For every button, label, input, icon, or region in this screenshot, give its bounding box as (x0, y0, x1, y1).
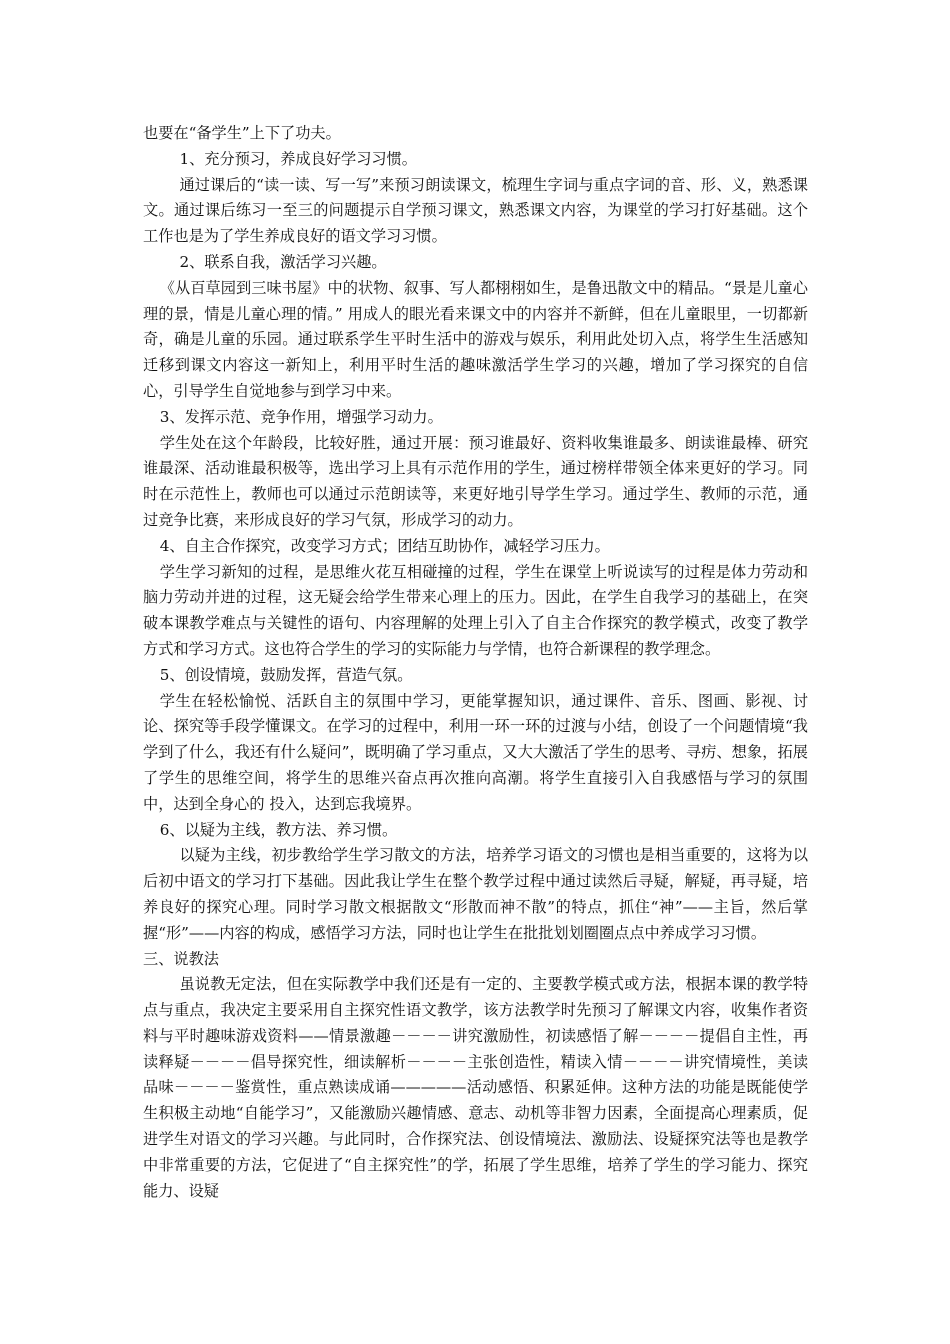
paragraph-doubt: 以疑为主线，初步教给学生学习散文的方法，培养学习语文的习惯也是相当重要的，这将为以后初中语文的学习打下基础。因此我让学生在整个教学过程中通过读然后寻疑，解疑，再寻疑，培养良好的探究心理。同时学习散文根据散文“形散而神不散”的特点，抓住“神”——主旨，然后掌握“形”——内容的构成，感悟学习方法，同时也让学生在批批划划圈圈点点中养成学习习惯。 (143, 846, 808, 942)
heading-item-6: 6、以疑为主线，教方法、养习惯。 (159, 820, 398, 839)
paragraph-demonstration: 学生处在这个年龄段，比较好胜，通过开展：预习谁最好、资料收集谁最多、朗读谁最棒、研究谁最深、活动谁最积极等，选出学习上具有示范作用的学生，通过榜样带领全体来更好的学习。同时在示范性上，教师也可以通过示范朗读等，来更好地引导学生学习。通过学生、教师的示范，通过竞争比赛，来形成良好的学习气氛，形成学习的动力。 (143, 433, 808, 529)
heading-item-3: 3、发挥示范、竞争作用，增强学习动力。 (159, 407, 443, 426)
document-page (143, 121, 808, 1204)
paragraph-situation: 学生在轻松愉悦、活跃自主的氛围中学习，更能掌握知识，通过课件、音乐、图画、影视、讨论、探究等手段学懂课文。在学习的过程中，利用一环一环的过渡与小结，创设了一个问题情境“我学到了什么，我还有什么疑问”，既明确了学习重点，又大大激活了学生的思考、寻疠、想象，拓展了学生的思维空间，将学生的思维兴奋点再次推向高潮。将学生直接引入自我感悟与学习的氛围中，达到全身心的 投入，达到忘我境界。 (143, 691, 808, 813)
paragraph-teaching-method: 虽说教无定法，但在实际教学中我们还是有一定的、主要教学模式或方法，根据本课的教学特点与重点，我决定主要采用自主探究性语文教学，该方法教学时先预习了解课文内容，收集作者资料与平时趣味游戏资料——情景激趣－－－－讲究激励性，初读感悟了解－－－－提倡自主性，再读释疑－－－－倡导探究性，细读解析－－－－主张创造性，精读入情－－－－讲究情境性，美读品味－－－－鉴赏性，重点熟读成诵—————活动感悟、积累延伸。这种方法的功能是既能使学生积极主动地“自能学习”，又能激励兴趣情感、意志、动机等非智力因素，全面提高心理素质，促进学生对语文的学习兴趣。与此同时，合作探究法、创设情境法、激励法、设疑探究法等也是教学中非常重要的方法，它促进了“自主探究性”的学，拓展了学生思维，培养了学生的学习能力、探究能力、设疑 (143, 975, 808, 1200)
section-heading-teaching-method: 三、说教法 (143, 949, 219, 968)
paragraph-interest: 《从百草园到三味书屋》中的状物、叙事、写人都栩栩如生，是鲁迅散文中的精品。“景是儿童心理的景，情是儿童心理的情。” 用成人的眼光看来课文中的内容并不新鲜，但在儿童眼里，一切都新奇，确是儿童的乐园。通过联系学生平时生活中的游戏与娱乐，利用此处切入点，将学生生活感知迁移到课文内容这一新知上，利用平时生活的趣味激活学生学习的兴趣，增加了学习探究的自信心，引导学生自觉地参与到学习中来。 (143, 278, 808, 400)
heading-item-1: 1、充分预习，养成良好学习习惯。 (179, 149, 417, 168)
paragraph-continuation: 也要在“备学生”上下了功夫。 (143, 124, 341, 142)
heading-item-4: 4、自主合作探究，改变学习方式；团结互助协作，减轻学习压力。 (159, 536, 610, 555)
paragraph-preview: 通过课后的“读一读、写一写”来预习朗读课文，梳理生字词与重点字词的音、形、义，熟悉课文。通过课后练习一至三的问题提示自学预习课文，熟悉课文内容，为课堂的学习打好基础。这个工作也是为了学生养成良好的语文学习习惯。 (143, 175, 808, 246)
heading-item-2: 2、联系自我，激活学习兴趣。 (179, 252, 387, 271)
paragraph-cooperation: 学生学习新知的过程，是思维火花互相碰撞的过程，学生在课堂上听说读写的过程是体力劳动和脑力劳动并进的过程，这无疑会给学生带来心理上的压力。因此，在学生自我学习的基础上，在突破本课教学难点与关键性的语句、内容理解的处理上引入了自主合作探究的教学模式，改变了教学方式和学习方式。这也符合学生的学习的实际能力与学情，也符合新课程的教学理念。 (143, 562, 808, 658)
heading-item-5: 5、创设情境，鼓励发挥，营造气氛。 (159, 665, 413, 684)
